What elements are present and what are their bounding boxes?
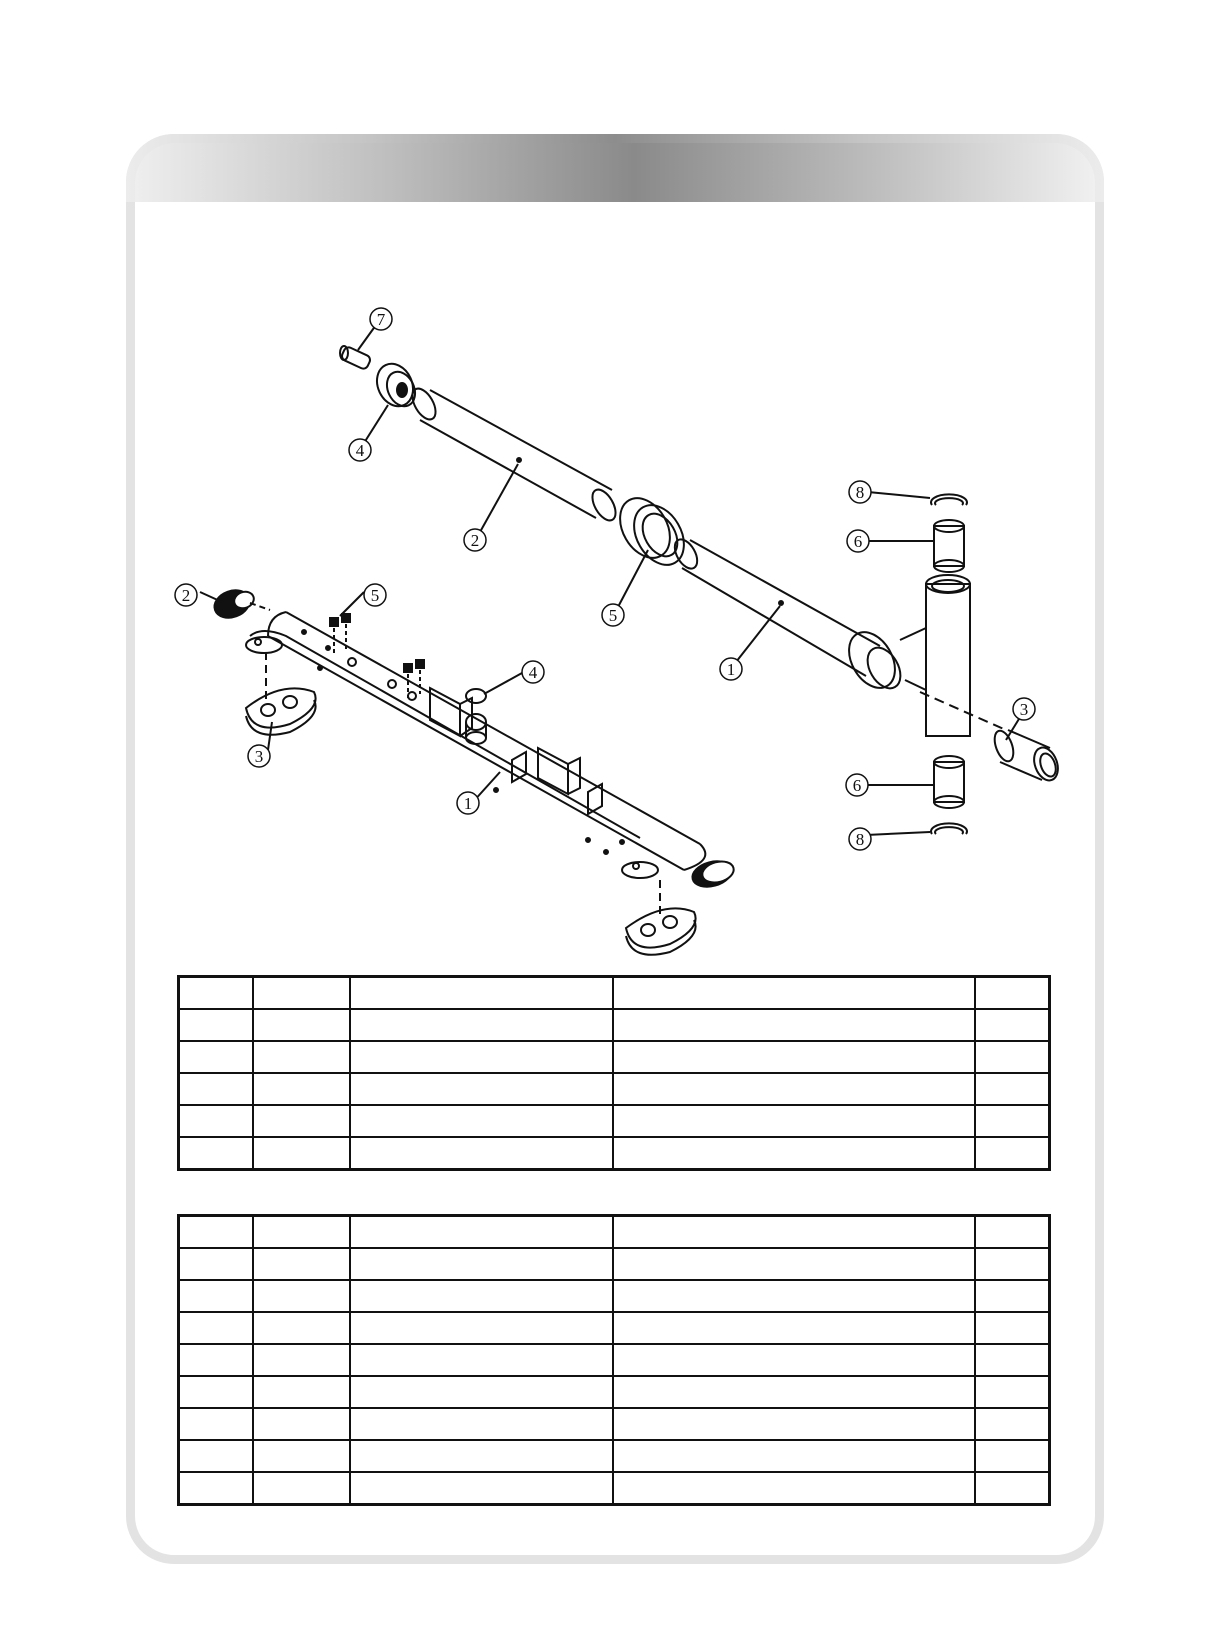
end-cap-part (370, 358, 420, 412)
svg-text:2: 2 (470, 531, 480, 550)
table-cell (179, 1440, 253, 1472)
parts-table-a (177, 975, 1051, 1171)
vertical-post (900, 575, 970, 736)
parts-table-b (177, 1214, 1051, 1506)
table-cell (253, 1137, 351, 1170)
table-cell (253, 1105, 351, 1137)
table-cell (975, 1137, 1049, 1170)
bushing-bottom (934, 756, 964, 808)
table-cell (975, 1073, 1049, 1105)
table-cell (975, 1472, 1049, 1505)
table-cell (613, 1472, 975, 1505)
table-cell (613, 1137, 975, 1170)
table-cell (350, 1009, 613, 1041)
callout-top-1 (720, 658, 742, 680)
table-cell (613, 1248, 975, 1280)
callout-right-6-bottom (846, 774, 868, 796)
table-row (179, 1137, 1050, 1170)
table-cell (253, 1009, 351, 1041)
table-cell (179, 1105, 253, 1137)
table-cell (350, 1344, 613, 1376)
callout-left-2 (175, 584, 197, 606)
table-cell (253, 1344, 351, 1376)
table-cell (975, 1344, 1049, 1376)
callout-right-8-top (849, 481, 871, 503)
table-row (179, 1440, 1050, 1472)
table-row (179, 1280, 1050, 1312)
bushing-top (934, 520, 964, 572)
table-cell (350, 1376, 613, 1408)
table-row (179, 1041, 1050, 1073)
svg-text:3: 3 (1019, 700, 1029, 719)
table-cell (179, 1009, 253, 1041)
svg-text:8: 8 (855, 483, 865, 502)
beam-nut (466, 689, 486, 744)
table-cell (253, 1376, 351, 1408)
table-cell (253, 1408, 351, 1440)
parts-table-b-body (179, 1216, 1050, 1505)
table-cell (613, 1376, 975, 1408)
table-cell (253, 1216, 351, 1249)
table-cell (179, 1344, 253, 1376)
parts-table-a-body (179, 977, 1050, 1170)
table-cell (179, 1041, 253, 1073)
table-cell (975, 1105, 1049, 1137)
table-cell (350, 1105, 613, 1137)
callout-left-4 (522, 661, 544, 683)
table-cell (975, 1216, 1049, 1249)
foot-pad-left (246, 688, 316, 734)
table-cell (350, 1248, 613, 1280)
table-cell (975, 1312, 1049, 1344)
table-row (179, 1472, 1050, 1505)
snap-ring-top (931, 494, 967, 505)
svg-text:4: 4 (528, 663, 538, 682)
svg-text:1: 1 (463, 794, 473, 813)
table-cell (613, 1073, 975, 1105)
small-bolts (330, 614, 424, 698)
table-cell (179, 1376, 253, 1408)
table-cell (253, 1248, 351, 1280)
callout-top-4 (349, 439, 371, 461)
table-cell (613, 1216, 975, 1249)
table-cell (975, 1041, 1049, 1073)
table-cell (253, 1041, 351, 1073)
table-cell (253, 1280, 351, 1312)
table-cell (179, 1216, 253, 1249)
callout-right-6-top (847, 530, 869, 552)
svg-text:1: 1 (726, 660, 736, 679)
end-sleeve-part (991, 728, 1062, 784)
callout-right-3 (1013, 698, 1035, 720)
table-cell (350, 1472, 613, 1505)
table-cell (179, 977, 253, 1010)
table-cell (253, 1073, 351, 1105)
svg-text:3: 3 (254, 747, 264, 766)
base-beam (246, 612, 705, 878)
table-cell (613, 977, 975, 1010)
table-row (179, 1105, 1050, 1137)
callout-top-2 (464, 529, 486, 551)
table-cell (350, 1041, 613, 1073)
callout-left-1 (457, 792, 479, 814)
table-cell (179, 1472, 253, 1505)
table-row (179, 1216, 1050, 1249)
table-cell (613, 1408, 975, 1440)
table-cell (350, 1312, 613, 1344)
callout-left-5 (364, 584, 386, 606)
table-row (179, 1312, 1050, 1344)
svg-text:8: 8 (855, 830, 865, 849)
callout-right-8-bottom (849, 828, 871, 850)
roller-ring-part (610, 489, 694, 573)
table-cell (613, 1280, 975, 1312)
table-cell (975, 977, 1049, 1010)
table-cell (253, 977, 351, 1010)
table-cell (179, 1073, 253, 1105)
callout-top-5 (602, 604, 624, 626)
table-cell (975, 1408, 1049, 1440)
table-cell (975, 1440, 1049, 1472)
end-cap-left (211, 586, 256, 623)
table-cell (253, 1312, 351, 1344)
foot-pad-right (626, 908, 696, 954)
table-cell (350, 1408, 613, 1440)
table-cell (350, 977, 613, 1010)
table-cell (613, 1440, 975, 1472)
table-cell (613, 1344, 975, 1376)
table-cell (613, 1009, 975, 1041)
roller-tube-lower (670, 536, 907, 696)
table-cell (350, 1216, 613, 1249)
table-cell (975, 1376, 1049, 1408)
table-row (179, 1344, 1050, 1376)
table-cell (179, 1248, 253, 1280)
callout-left-3 (248, 745, 270, 767)
table-cell (975, 1280, 1049, 1312)
svg-text:7: 7 (376, 310, 386, 329)
snap-ring-bottom (931, 823, 967, 834)
callout-top-7 (370, 308, 392, 330)
end-plug-right (690, 857, 736, 891)
table-cell (613, 1041, 975, 1073)
table-cell (975, 1009, 1049, 1041)
table-row (179, 1248, 1050, 1280)
svg-text:5: 5 (608, 606, 618, 625)
svg-text:4: 4 (355, 441, 365, 460)
table-row (179, 977, 1050, 1010)
table-cell (613, 1312, 975, 1344)
table-cell (179, 1280, 253, 1312)
table-cell (350, 1280, 613, 1312)
table-row (179, 1009, 1050, 1041)
table-cell (350, 1440, 613, 1472)
table-cell (179, 1137, 253, 1170)
table-row (179, 1376, 1050, 1408)
table-cell (179, 1408, 253, 1440)
table-cell (253, 1472, 351, 1505)
table-cell (613, 1105, 975, 1137)
svg-text:5: 5 (370, 586, 380, 605)
roller-tube-upper (408, 385, 621, 524)
svg-text:6: 6 (853, 532, 863, 551)
table-row (179, 1073, 1050, 1105)
table-cell (350, 1137, 613, 1170)
svg-text:2: 2 (181, 586, 191, 605)
table-cell (253, 1440, 351, 1472)
bolt-part (340, 346, 372, 371)
table-cell (350, 1073, 613, 1105)
table-row (179, 1408, 1050, 1440)
svg-text:6: 6 (852, 776, 862, 795)
table-cell (975, 1248, 1049, 1280)
table-cell (179, 1312, 253, 1344)
